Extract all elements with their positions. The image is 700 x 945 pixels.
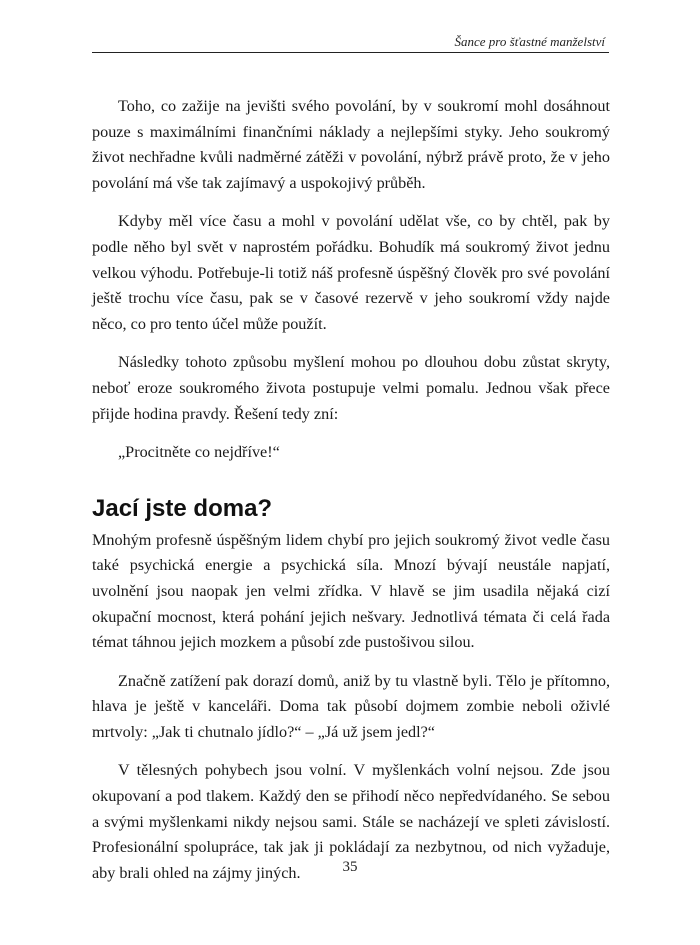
paragraph: Mnohým profesně úspěšným lidem chybí pro jejich soukromý život vedle času také psychická energie a psychická síla. Mnozí bývají neustále napjatí, uvolnění jsou naopak jen velmi zřídka. V hlavě se jim usadila nějaká cizí okupační mocnost, která pohání jejich nešvary. Jednotlivá témata či celá řada témat táhnou jejich mozkem a působí zde pustošivou silou. bbox=[92, 530, 610, 652]
quote-line: „Procitněte co nejdříve!“ bbox=[118, 443, 280, 462]
paragraph: Značně zatížení pak dorazí domů, aniž by tu vlastně byli. Tělo je přítomno, hlava je ještě v kanceláři. Doma tak působí dojmem zombie neboli oživlé mrtvoly: „Jak ti chutnalo jídlo?“ – „Já už jsem jedl?“ bbox=[92, 671, 610, 741]
running-header: Šance pro šťastné manželství bbox=[454, 34, 605, 49]
paragraph: V tělesných pohybech jsou volní. V myšlenkách volní nejsou. Zde jsou okupovaní a pod tlakem. Každý den se přihodí něco nepředvídaného. Se sebou a svými myšlenkami nikdy nejsou sami. Stále se nacházejí ve spleti závislostí. Profesionální spolupráce, tak jak ji pokládají za nezbytnou, od nich vyžaduje, aby brali ohled na zájmy jiných. bbox=[92, 761, 610, 882]
paragraph: Následky tohoto způsobu myšlení mohou po dlouhou dobu zůstat skryty, neboť eroze soukromého života postupuje velmi pomalu. Jednou však přece přijde hodina pravdy. Řešení tedy zní: bbox=[92, 353, 610, 423]
section-heading: Jací jste doma? bbox=[92, 494, 273, 522]
paragraph: Toho, co zažije na jevišti svého povolání, by v soukromí mohl dosáhnout pouze s maximálními finančními náklady a nejlepšími styky. Jeho soukromý život nechřadne kvůli nadměrné zátěži v povolání, nýbrž právě proto, že v jeho povolání má vše tak zajímavý a uspokojivý průběh. bbox=[92, 97, 610, 192]
page-body bbox=[92, 94, 610, 899]
page-number: 35 bbox=[342, 859, 358, 875]
paragraph: Kdyby měl více času a mohl v povolání udělat vše, co by chtěl, pak by podle něho byl svět v naprostém pořádku. Bohudík má soukromý život jednu velkou výhodu. Potřebuje-li totiž náš profesně úspěšný člověk pro své povolání ještě trochu více času, pak se v časové rezervě v jeho soukromí vždy najde něco, co pro tento účel může použít. bbox=[92, 212, 610, 333]
header-rule bbox=[92, 52, 609, 53]
